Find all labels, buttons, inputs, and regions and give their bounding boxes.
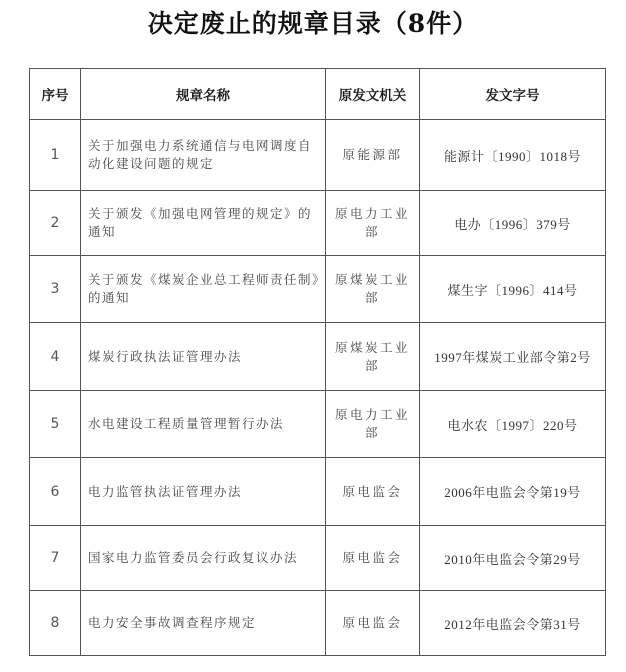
cell-document-number: 2012年电监会令第31号 [420,591,606,656]
cell-regulation-name: 关于颁发《煤炭企业总工程师责任制》的通知 [81,256,326,323]
table-row [30,591,606,656]
cell-document-number: 1997年煤炭工业部令第2号 [420,323,606,391]
cell-serial-number: 4 [30,323,81,391]
cell-issuing-authority: 原电监会 [326,591,420,656]
cell-issuing-authority: 原能源部 [326,120,420,191]
table-row [30,120,606,191]
cell-regulation-name: 水电建设工程质量管理暂行办法 [81,391,326,458]
header-serial-number: 序号 [30,69,81,120]
cell-regulation-name: 国家电力监管委员会行政复议办法 [81,526,326,591]
cell-regulation-name: 电力监管执法证管理办法 [81,458,326,526]
cell-serial-number: 6 [30,458,81,526]
cell-issuing-authority: 原煤炭工业部 [326,323,420,391]
cell-regulation-name: 关于加强电力系统通信与电网调度自动化建设问题的规定 [81,120,326,191]
cell-issuing-authority: 原电力工业部 [326,191,420,256]
table-row [30,323,606,391]
cell-regulation-name: 关于颁发《加强电网管理的规定》的通知 [81,191,326,256]
cell-regulation-name: 煤炭行政执法证管理办法 [81,323,326,391]
header-issuing-authority: 原发文机关 [326,69,420,120]
header-regulation-name: 规章名称 [81,69,326,120]
cell-document-number: 煤生字〔1996〕414号 [420,256,606,323]
table-row [30,256,606,323]
cell-serial-number: 2 [30,191,81,256]
table-row [30,391,606,458]
cell-serial-number: 7 [30,526,81,591]
cell-issuing-authority: 原煤炭工业部 [326,256,420,323]
cell-regulation-name: 电力安全事故调查程序规定 [81,591,326,656]
cell-serial-number: 3 [30,256,81,323]
cell-issuing-authority: 原电监会 [326,458,420,526]
cell-document-number: 2006年电监会令第19号 [420,458,606,526]
table-row [30,526,606,591]
document-title: 决定废止的规章目录（8件） [147,9,479,38]
cell-serial-number: 5 [30,391,81,458]
cell-issuing-authority: 原电力工业部 [326,391,420,458]
cell-serial-number: 1 [30,120,81,191]
table-header-row [30,69,606,120]
regulations-table [29,68,606,656]
cell-issuing-authority: 原电监会 [326,526,420,591]
header-document-number: 发文字号 [420,69,606,120]
cell-document-number: 2010年电监会令第29号 [420,526,606,591]
table-row [30,458,606,526]
cell-serial-number: 8 [30,591,81,656]
cell-document-number: 能源计〔1990〕1018号 [420,120,606,191]
cell-document-number: 电办〔1996〕379号 [420,191,606,256]
table-row [30,191,606,256]
cell-document-number: 电水农〔1997〕220号 [420,391,606,458]
